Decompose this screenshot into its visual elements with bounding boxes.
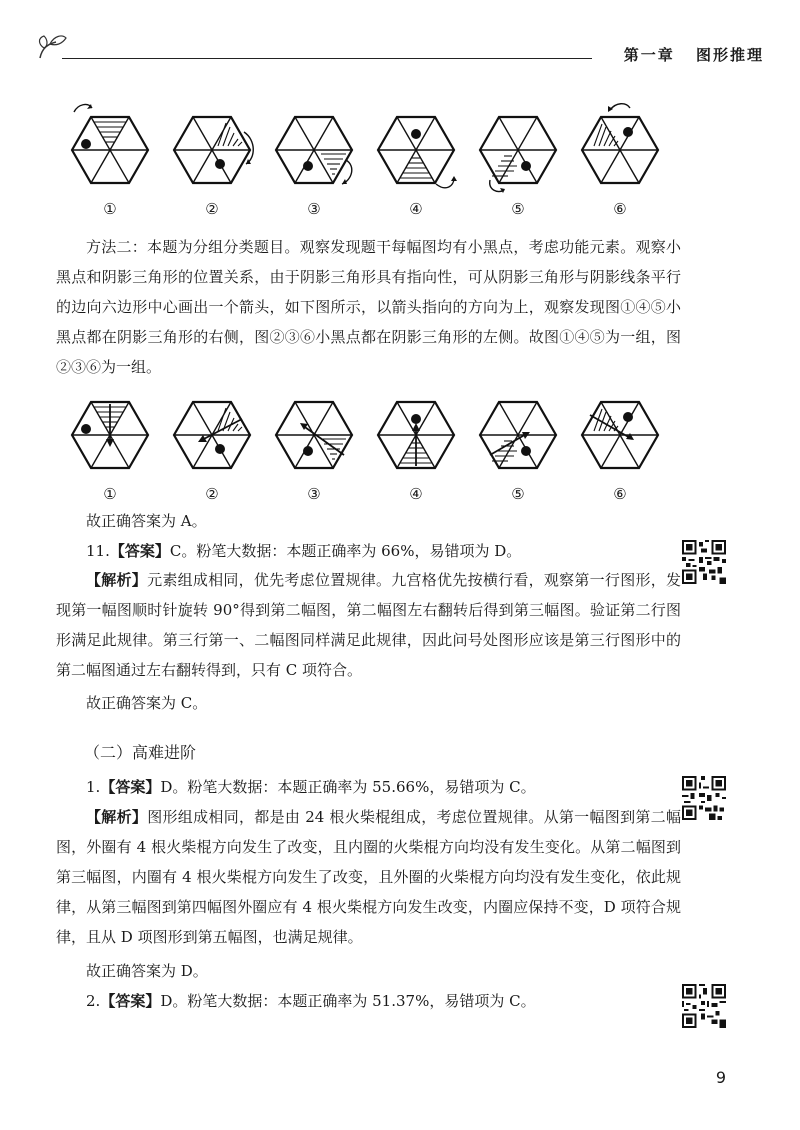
q1-analysis xyxy=(56,802,681,952)
method2-paragraph: 方法二：本题为分组分类题目。观察发现题干每幅图均有小黑点，考虑功能元素。观察小黑点和阴影三角形的位置关系，由于阴影三角形具有指向性，可从阴影三角形与阴影线条平行的边向六边形中心画出一个箭头，如下图所示，以箭头指向的方向为上，观察发现图①④⑤小黑点都在阴影三角形的右侧，图②③⑥小黑点都在阴影三角形的左侧。故图①④⑤为一组，图②③⑥为一组。 xyxy=(56,238,681,376)
q1-number: 1. xyxy=(86,778,101,796)
q2-answer-text: D。粉笔大数据：本题正确率为 51.37%，易错项为 C。 xyxy=(160,992,536,1010)
q1-analysis-text: 图形组成相同，都是由 24 根火柴棍组成，考虑位置规律。从第一幅图到第二幅图，外圈有 4 根火柴棍方向发生了改变，且内圈的火柴棍方向均没有发生变化。从第二幅图到第三幅图，内圈有 4 根火柴棍方向发生了改变，且外圈的火柴棍方向均没有发生变化，依此规律，从第三幅图到第四幅图外圈应有 4 根火柴棍方向发生改变，内圈应保持不变，D 项符合规律，且从 D 项图形到第五幅图，也满足规律。 xyxy=(56,808,681,946)
figure-1-3 xyxy=(264,100,364,220)
q1-answer-line xyxy=(86,776,536,797)
q11-number: 11. xyxy=(86,542,110,560)
q11-analysis xyxy=(56,565,681,685)
figure-1-6 xyxy=(570,100,670,220)
figure-2-3-label: ③ xyxy=(307,485,321,503)
qr-code-icon xyxy=(682,984,726,1028)
figure-2-4-label: ④ xyxy=(409,485,423,503)
q1-answer-text: D。粉笔大数据：本题正确率为 55.66%，易错项为 C。 xyxy=(160,778,536,796)
figure-1-6-label: ⑥ xyxy=(613,200,627,218)
qr-code-icon xyxy=(682,540,726,584)
qr-code-icon xyxy=(682,776,726,820)
figure-row-2 xyxy=(50,385,650,505)
figure-2-4 xyxy=(366,385,466,505)
q1-conclusion: 故正确答案为 D。 xyxy=(86,962,208,980)
q11-analysis-tag: 【解析】 xyxy=(86,571,148,589)
answer-10-conclusion: 故正确答案为 A。 xyxy=(86,512,207,530)
q1-analysis-tag: 【解析】 xyxy=(86,808,148,826)
header-title xyxy=(616,44,772,65)
page-number: 9 xyxy=(715,1068,726,1087)
sprout-icon xyxy=(36,32,70,60)
figure-2-2-label: ② xyxy=(205,485,219,503)
q11-conclusion: 故正确答案为 C。 xyxy=(86,694,208,712)
header-rule-left xyxy=(62,58,592,59)
figure-1-3-label: ③ xyxy=(307,200,321,218)
figure-1-2 xyxy=(162,100,262,220)
figure-1-4-label: ④ xyxy=(409,200,423,218)
figure-2-6 xyxy=(570,385,670,505)
figure-2-6-label: ⑥ xyxy=(613,485,627,503)
figure-1-1 xyxy=(60,100,160,220)
figure-2-1 xyxy=(60,385,160,505)
figure-1-1-label: ① xyxy=(103,200,117,218)
figure-1-2-label: ② xyxy=(205,200,219,218)
q11-answer-line xyxy=(86,540,521,561)
figure-2-5-label: ⑤ xyxy=(511,485,525,503)
figure-1-5-label: ⑤ xyxy=(511,200,525,218)
q2-answer-line xyxy=(86,990,536,1011)
chapter-label: 第一章 xyxy=(623,46,675,64)
figure-2-5 xyxy=(468,385,568,505)
q2-number: 2. xyxy=(86,992,101,1010)
figure-1-4 xyxy=(366,100,466,220)
q1-answer-tag: 【答案】 xyxy=(100,778,161,796)
q11-answer-text: C。粉笔大数据：本题正确率为 66%，易错项为 D。 xyxy=(169,542,522,560)
q2-answer-tag: 【答案】 xyxy=(100,992,161,1010)
figure-1-5 xyxy=(468,100,568,220)
figure-2-2 xyxy=(162,385,262,505)
q11-analysis-text: 元素组成相同，优先考虑位置规律。九宫格优先按横行看，观察第一行图形，发现第一幅图顺时针旋转 90°得到第二幅图，第二幅图左右翻转后得到第三幅图。验证第二行图形满足此规律。第三行第一、二幅图同样满足此规律，因此问号处图形应该是第三行图形中的第二幅图通过左右翻转得到，只有 C 项符合。 xyxy=(56,571,681,679)
section-title: （二）高难进阶 xyxy=(84,743,197,762)
q11-answer-tag: 【答案】 xyxy=(109,542,170,560)
figure-row-1 xyxy=(50,100,650,220)
figure-2-3 xyxy=(264,385,364,505)
chapter-title: 图形推理 xyxy=(695,46,764,64)
figure-2-1-label: ① xyxy=(103,485,117,503)
